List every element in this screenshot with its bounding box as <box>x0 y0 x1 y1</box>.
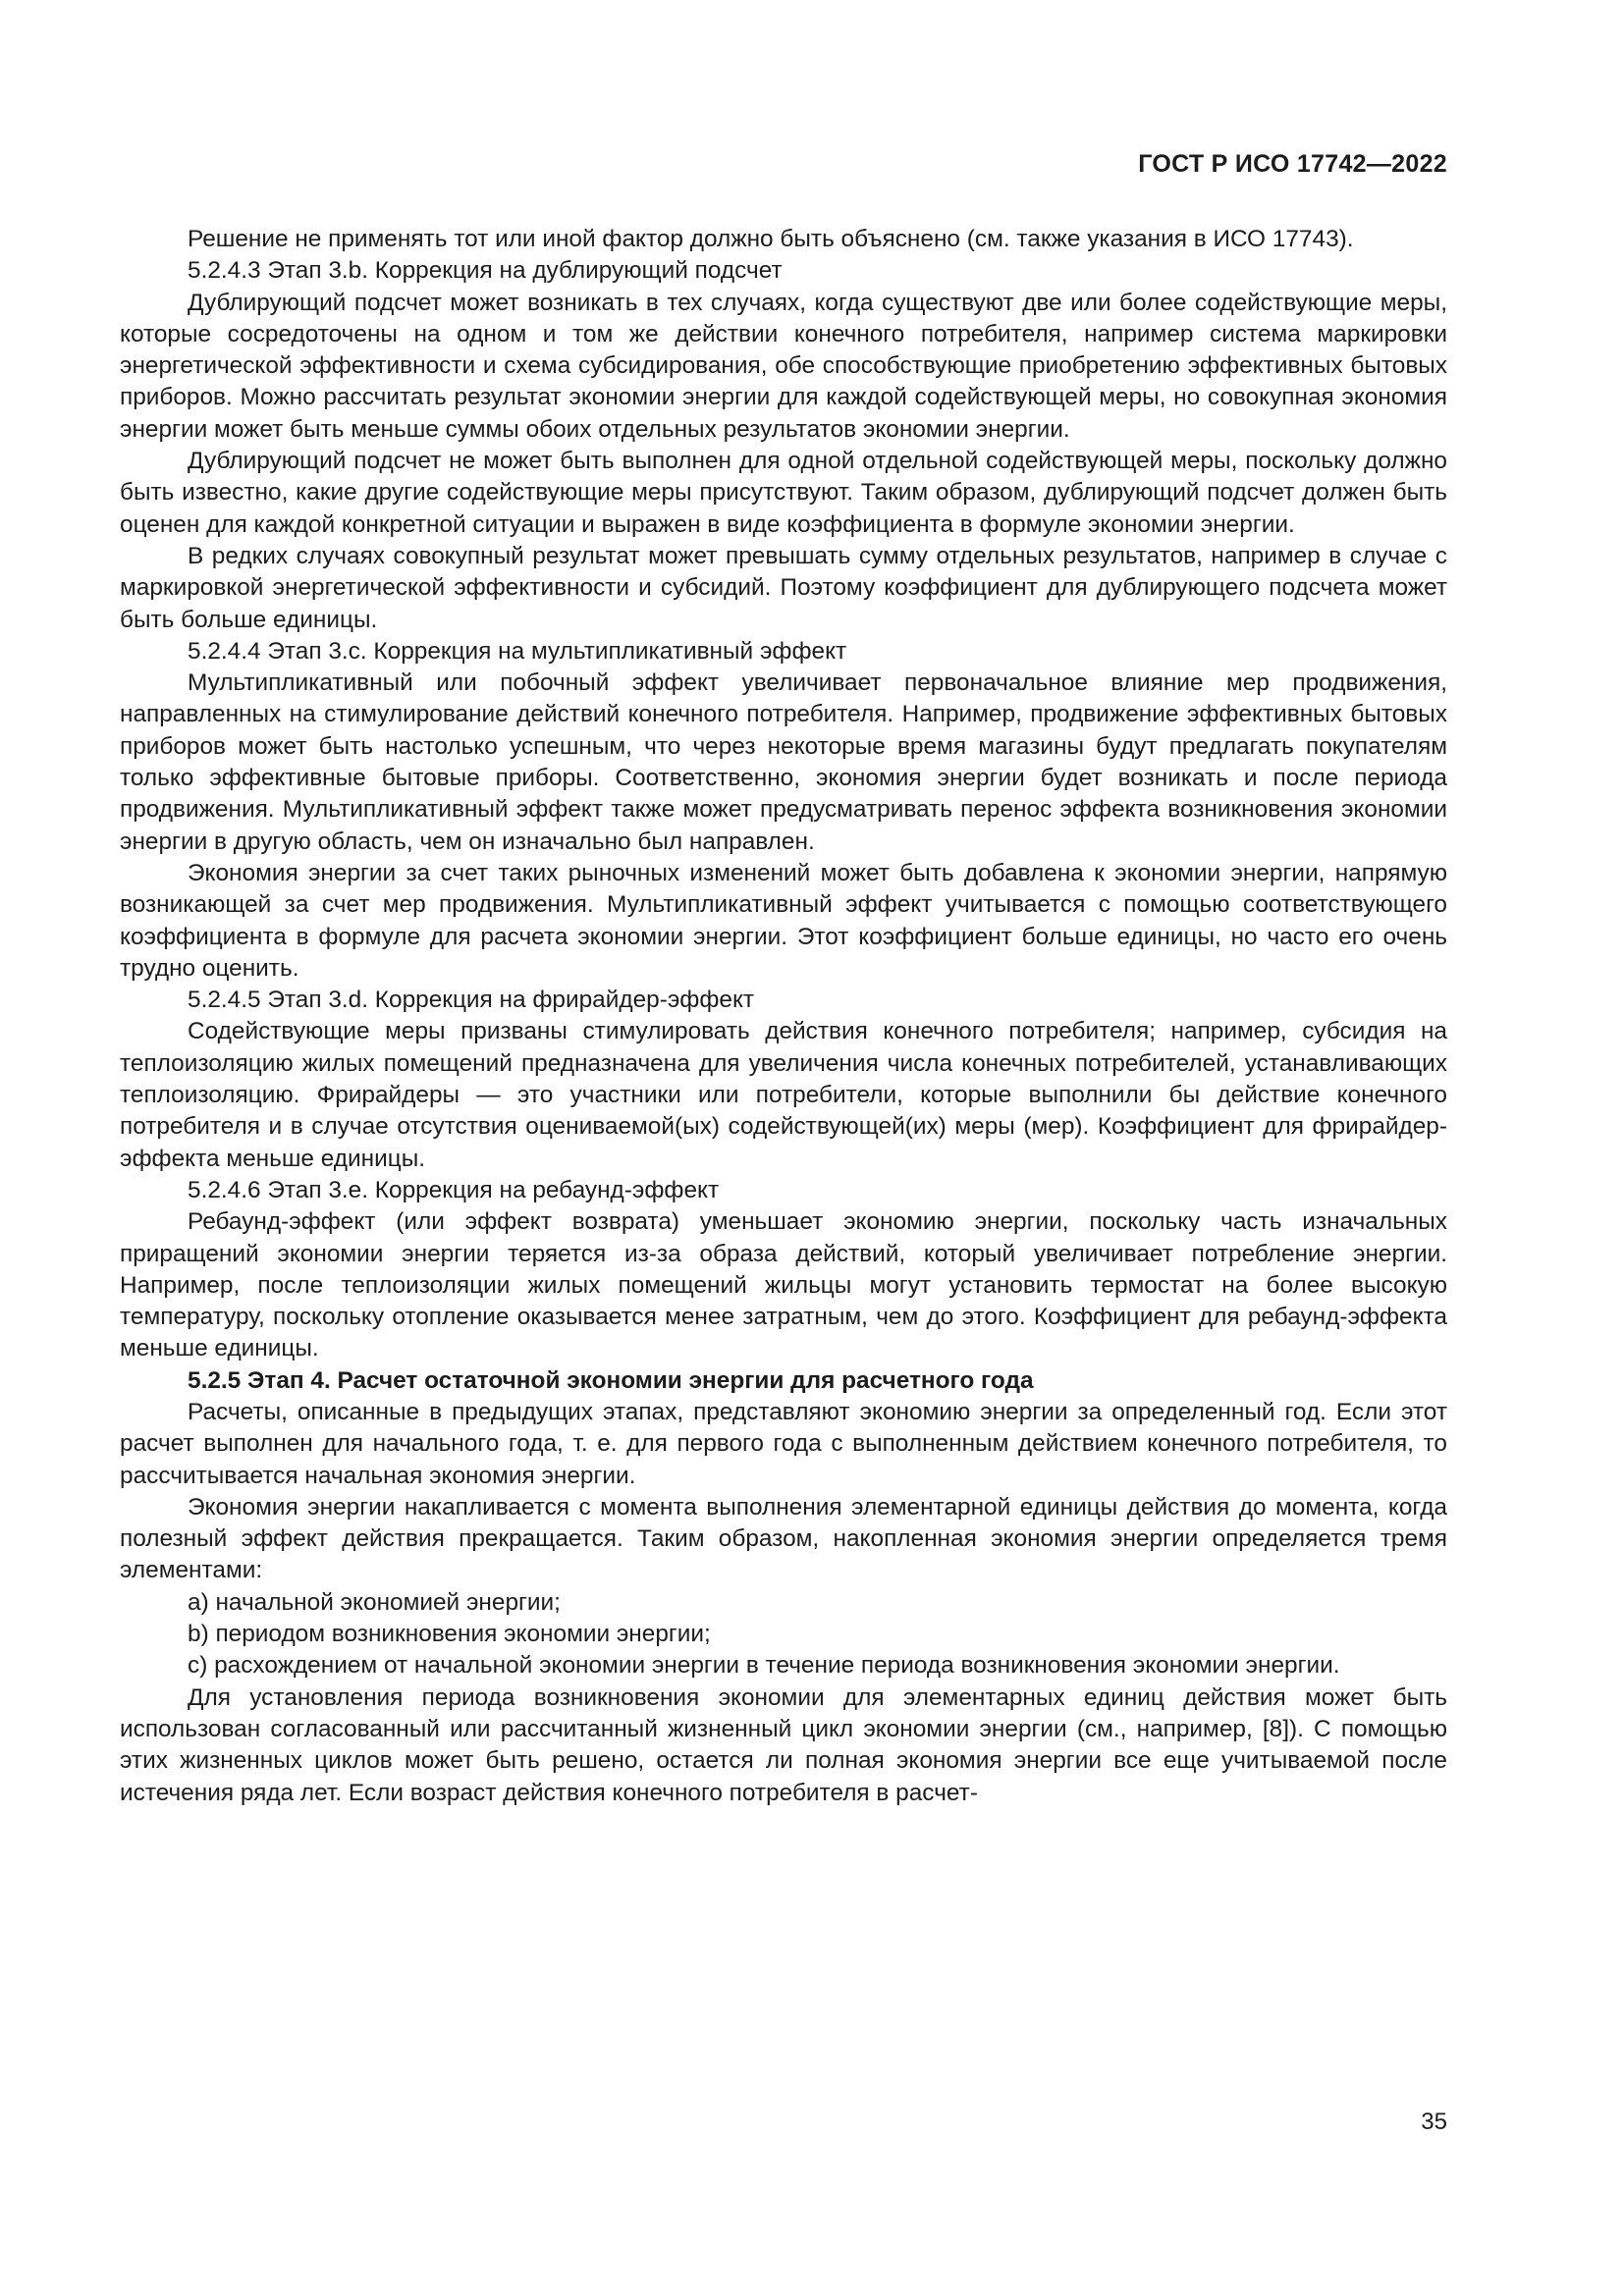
subsection-heading: 5.2.4.5 Этап 3.d. Коррекция на фрирайдер-эффект <box>188 987 755 1014</box>
section-heading: 5.2.5 Этап 4. Расчет остаточной экономии энергии для расчетного года <box>188 1366 1034 1394</box>
paragraph: Мультипликативный или побочный эффект увеличивает первоначальное влияние мер продвижения, направленных на стимулирование действий конечного потребителя. Например, продвижение эффективных бытовых приборов может быть настолько успешным, что через некоторые время магазины будут предлагать покупателям только эффективные бытовые приборы. Соответственно, экономия энергии будет возникать и после периода продвижения. Мультипликативный эффект также может предусматривать перенос эффекта возникновения экономии энергии в другую область, чем он изначально был направлен. <box>120 669 1447 855</box>
paragraph: Решение не применять тот или иной фактор должно быть объяснено (см. также указания в ИСО 17743). <box>188 226 1354 252</box>
paragraph: Экономия энергии накапливается с момента выполнения элементарной единицы действия до момента, когда полезный эффект действия прекращается. Таким образом, накопленная экономия энергии определяется тремя элементами: <box>120 1493 1447 1584</box>
document-body <box>120 224 1447 1809</box>
list-item: a) начальной экономией энергии; <box>188 1588 561 1616</box>
subsection-heading: 5.2.4.3 Этап 3.b. Коррекция на дублирующий подсчет <box>188 257 783 285</box>
paragraph: Дублирующий подсчет не может быть выполнен для одной отдельной содействующей меры, поскольку должно быть известно, какие другие содействующие меры присутствуют. Таким образом, дублирующий подсчет должен быть оценен для каждой конкретной ситуации и выражен в виде коэффициента в формуле экономии энергии. <box>120 448 1447 538</box>
paragraph: В редких случаях совокупный результат может превышать сумму отдельных результатов, например в случае с маркировкой энергетической эффективности и субсидий. Поэтому коэффициент для дублирующего подсчета может быть больше единицы. <box>120 542 1447 633</box>
paragraph: Дублирующий подсчет может возникать в тех случаях, когда существуют две или более содействующие меры, которые сосредоточены на одном и том же действии конечного потребителя, например система маркировки энергетической эффективности и схема субсидирования, обе способствующие приобретению эффективных бытовых приборов. Можно рассчитать результат экономии энергии для каждой содействующей меры, но совокупная экономия энергии может быть меньше суммы обоих отдельных результатов экономии энергии. <box>120 289 1447 443</box>
document-header: ГОСТ Р ИСО 17742—2022 <box>1138 150 1447 178</box>
subsection-heading: 5.2.4.6 Этап 3.e. Коррекция на ребаунд-эффект <box>188 1176 720 1203</box>
list-item: c) расхождением от начальной экономии энергии в течение периода возникновения экономии энергии. <box>188 1652 1340 1680</box>
paragraph: Экономия энергии за счет таких рыночных изменений может быть добавлена к экономии энергии, напрямую возникающей за счет мер продвижения. Мультипликативный эффект учитывается с помощью соответствующего коэффициента в формуле для расчета экономии энергии. Этот коэффициент больше единицы, но часто его очень трудно оценить. <box>120 859 1447 982</box>
paragraph: Содействующие меры призваны стимулировать действия конечного потребителя; например, субсидия на теплоизоляцию жилых помещений предназначена для увеличения числа конечных потребителей, устанавливающих теплоизоляцию. Фрирайдеры — это участники или потребители, которые выполнили бы действие конечного потребителя и в случае отсутствия оцениваемой(ых) содействующей(их) меры (мер). Коэффициент для фрирайдер-эффекта меньше единицы. <box>120 1018 1447 1172</box>
paragraph: Для установления периода возникновения экономии для элементарных единиц действия может быть использован согласованный или рассчитанный жизненный цикл экономии энергии (см., например, [8]). С помощью этих жизненных циклов может быть решено, остается ли полная экономия энергии все еще учитываемой после истечения ряда лет. Если возраст действия конечного потребителя в расчет- <box>120 1683 1447 1806</box>
page-number: 35 <box>1421 2109 1447 2135</box>
subsection-heading: 5.2.4.4 Этап 3.c. Коррекция на мультипликативный эффект <box>188 637 847 665</box>
paragraph: Расчеты, описанные в предыдущих этапах, представляют экономию энергии за определенный год. Если этот расчет выполнен для начального года, т. е. для первого года с выполненным действием конечного потребителя, то рассчитывается начальная экономия энергии. <box>120 1398 1447 1489</box>
list-item: b) периодом возникновения экономии энергии; <box>188 1621 711 1648</box>
paragraph: Ребаунд-эффект (или эффект возврата) уменьшает экономию энергии, поскольку часть изначальных приращений экономии энергии теряется из-за образа действий, который увеличивает потребление энергии. Например, после теплоизоляции жилых помещений жильцы могут установить термостат на более высокую температуру, поскольку отопление оказывается менее затратным, чем до этого. Коэффициент для ребаунд-эффекта меньше единицы. <box>120 1208 1447 1362</box>
